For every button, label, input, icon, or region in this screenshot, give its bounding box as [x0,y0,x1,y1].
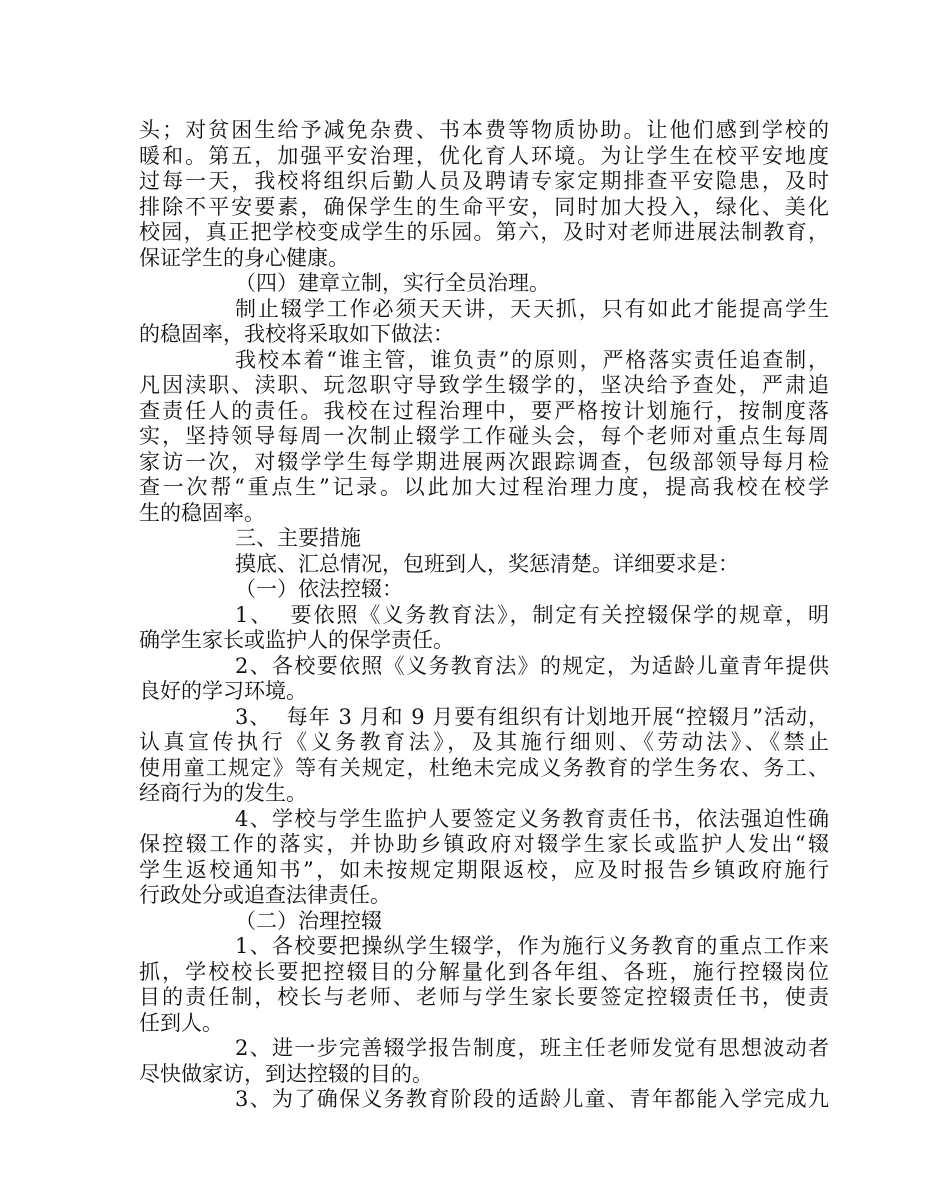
list-item-start: 1、各校要把操纵学生辍学，作为施行义务教育的重点工作来 [235,934,829,958]
text-line: 任到人。 [139,1010,223,1035]
paragraph-start: 摸底、汇总情况，包班到人，奖惩清楚。详细要求是： [235,551,739,576]
text-line: 排除不平安要素，确保学生的生命平安，同时加大投入，绿化、美化 [139,194,829,219]
text-line: 凡因渎职、渎职、玩忽职守导致学生辍学的，坚决给予查处，严肃追 [139,373,829,397]
text-line: 学生返校通知书”，如未按规定期限返校，应及时报告乡镇政府施行 [139,857,829,882]
list-item-start: 2、进一步完善辍学报告制度，班主任老师发觉有思想波动者 [235,1036,829,1060]
text-line: 良好的学习环境。 [139,679,307,703]
section-heading: （四）建章立制，实行全员治理。 [235,271,550,295]
text-line: 实，坚持领导每周一次制止辍学工作碰头会，每个老师对重点生每周 [139,424,829,448]
paragraph-start: 制止辍学工作必须天天讲，天天抓，只有如此才能提高学生 [235,296,829,321]
text-line: 保控辍工作的落实，并协助乡镇政府对辍学生家长或监护人发出“辍 [139,832,829,856]
text-line: 生的稳固率。 [139,500,265,525]
text-line: 行政处分或追查法律责任。 [139,883,391,907]
paragraph-start: 我校本着“谁主管，谁负责”的原则，严格落实责任追查制， [235,347,829,372]
text-line: 头；对贫困生给予减免杂费、书本费等物质协助。让他们感到学校的 [139,118,829,142]
text-line: 查责任人的责任。我校在过程治理中，要严格按计划施行，按制度落 [139,398,829,423]
list-item-start: 3、为了确保义务教育阶段的适龄儿童、青年都能入学完成九 [235,1087,829,1111]
text-line: 过每一天，我校将组织后勤人员及聘请专家定期排查平安隐患，及时 [139,169,829,193]
section-heading: （二）治理控辍 [235,908,382,933]
text-line: 的稳固率，我校将采取如下做法： [139,322,454,346]
text-line: 认真宣传执行《义务教育法》，及其施行细则、《劳动法》、《禁止 [139,730,829,754]
text-line: 抓，学校校长要把控辍目的分解量化到各年组、各班，施行控辍岗位 [139,959,829,984]
text-line: 查一次帮“重点生”记录。以此加大过程治理力度，提高我校在校学 [139,475,829,499]
list-item-start: 1、 要依照《义务教育法》，制定有关控辍保学的规章，明 [235,602,829,627]
list-item-start: 2、各校要依照《义务教育法》的规定，为适龄儿童青年提供 [235,653,829,678]
text-line: 目的责任制，校长与老师、老师与学生家长要签定控辍责任书，使责 [139,985,829,1009]
text-line: 保证学生的身心健康。 [139,245,349,270]
text-line: 尽快做家访，到达控辍的目的。 [139,1061,433,1086]
text-line: 暖和。第五，加强平安治理，优化育人环境。为让学生在校平安地度 [139,143,829,168]
text-line: 校园，真正把学校变成学生的乐园。第六，及时对老师进展法制教育， [139,220,829,244]
text-line: 家访一次，对辍学学生每学期进展两次跟踪调查，包级部领导每月检 [139,449,829,474]
list-item-start: 3、 每年 3 月和 9 月要有组织有计划地开展“控辍月”活动， [235,704,829,729]
list-item-start: 4、学校与学生监护人要签定义务教育责任书，依法强迫性确 [235,806,829,831]
text-line: 经商行为的发生。 [139,781,307,805]
document-body [139,118,829,1113]
text-line: 确学生家长或监护人的保学责任。 [139,628,454,652]
section-heading: （一）依法控辍： [235,577,403,601]
text-line: 使用童工规定》等有关规定，杜绝未完成义务教育的学生务农、务工、 [139,755,829,780]
section-heading: 三、主要措施 [235,526,361,550]
